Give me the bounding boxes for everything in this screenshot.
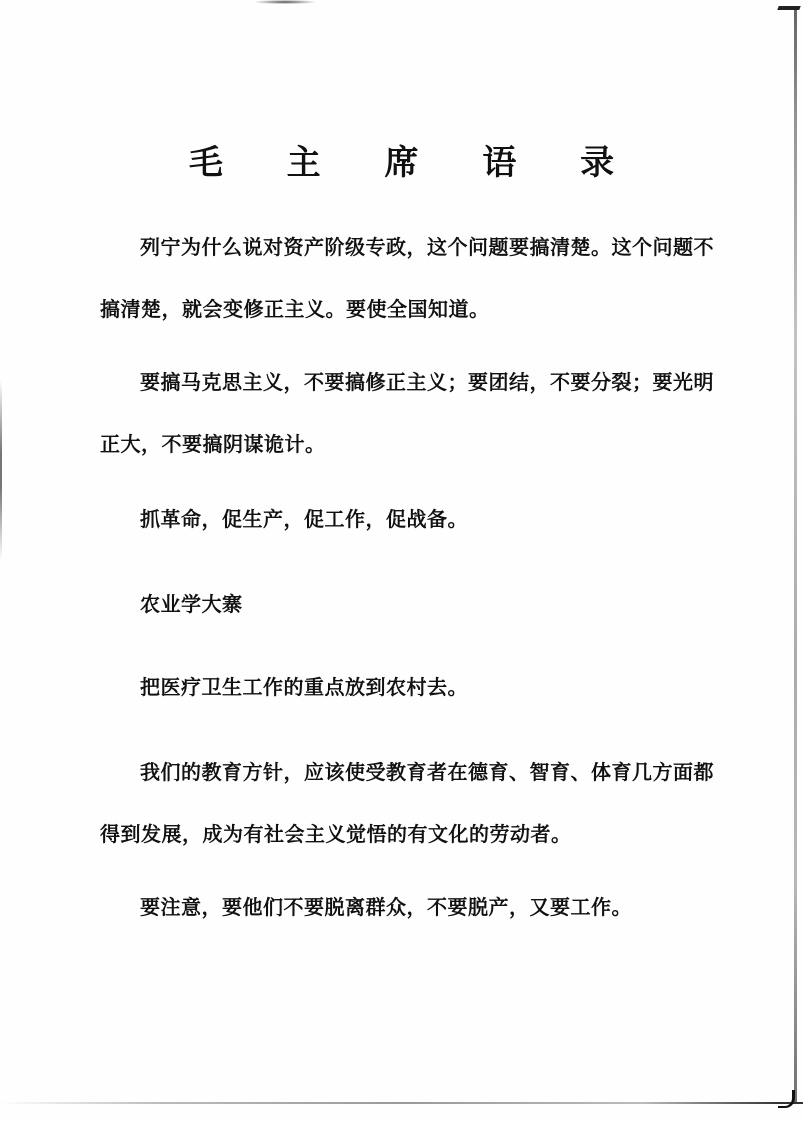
quote-block — [100, 656, 730, 718]
quote-paragraph: 抓革命，促生产，促工作，促战备。 — [140, 507, 468, 531]
quote-paragraph: 要搞马克思主义，不要搞修正主义；要团结，不要分裂；要光明正大，不要搞阴谋诡计。 — [100, 370, 714, 456]
quote-block — [100, 573, 730, 635]
quote-block — [100, 351, 730, 475]
quote-block — [100, 741, 730, 865]
scan-edge-bottom — [0, 1102, 803, 1104]
quote-block — [100, 876, 730, 938]
quote-paragraph: 列宁为什么说对资产阶级专政，这个问题要搞清楚。这个问题不搞清楚，就会变修正主义。要使全国知道。 — [100, 235, 714, 321]
quote-paragraph: 农业学大寨 — [140, 592, 243, 616]
quote-paragraph: 把医疗卫生工作的重点放到农村去。 — [140, 675, 468, 699]
quote-paragraph: 我们的教育方针，应该使受教育者在德育、智育、体育几方面都得到发展，成为有社会主义觉悟的有文化的劳动者。 — [100, 760, 714, 846]
scan-smudge — [255, 0, 315, 4]
quote-block — [100, 488, 730, 550]
quote-block — [100, 216, 730, 340]
scan-edge-left — [0, 380, 2, 560]
page-title: 毛 主 席 语 录 — [188, 143, 641, 183]
scan-corner-top — [777, 6, 800, 10]
scan-corner-bottom — [778, 1090, 795, 1108]
quote-paragraph: 要注意，要他们不要脱离群众，不要脱产，又要工作。 — [140, 895, 632, 919]
